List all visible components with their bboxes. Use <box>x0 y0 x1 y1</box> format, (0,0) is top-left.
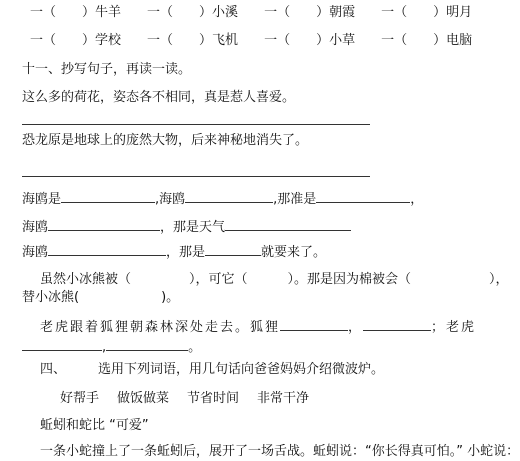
blank-line[interactable] <box>22 338 102 351</box>
blank-2[interactable]: 一（ ） <box>147 5 213 20</box>
section-4-number: 四、 <box>40 362 67 377</box>
blank-line[interactable] <box>61 190 155 203</box>
tiger-d: , <box>102 340 107 355</box>
blank-line[interactable] <box>185 190 273 203</box>
word-bank-item: 好帮手 <box>60 391 100 406</box>
bear-a: 虽然小冰熊被（ <box>40 272 132 287</box>
word-bank-item: 做饭做菜 <box>117 391 170 406</box>
fill1-d: ， <box>410 192 424 207</box>
story-first-line: 一条小蛇撞上了一条蚯蚓后，展开了一场舌战。蚯蚓说：“你长得真可怕。” 小蛇说： <box>40 444 520 459</box>
fill3-b: ，那是 <box>166 245 206 260</box>
blank-8[interactable]: 一（ ） <box>381 33 447 48</box>
bear-line-2 <box>22 290 179 306</box>
word-bank-item: 非常干净 <box>257 391 310 406</box>
blank-line[interactable] <box>363 318 431 331</box>
blank-line[interactable] <box>48 243 166 256</box>
sentence-2: 恐龙原是地球上的庞然大物，后来神秘地消失了。 <box>22 133 309 148</box>
section-4-title <box>40 362 384 378</box>
word-3: 朝霞 <box>329 5 356 20</box>
section-4-text: 选用下列词语，用几句话向爸爸妈妈介绍微波炉。 <box>98 362 385 377</box>
blank-6[interactable]: 一（ ） <box>147 33 213 48</box>
fill-line-2 <box>22 218 351 236</box>
blank-line[interactable] <box>106 338 188 351</box>
blank-line[interactable] <box>225 218 351 231</box>
blank-line[interactable] <box>48 218 160 231</box>
tiger-a: 老虎跟着狐狸朝森林深处走去。狐狸 <box>40 320 281 335</box>
blank-line[interactable] <box>280 318 348 331</box>
bear-e: 替小冰熊( <box>22 290 80 305</box>
bear-b: ），可它（ <box>189 272 248 287</box>
copy-line-1[interactable] <box>22 124 370 125</box>
fill1-b: ,海鸥 <box>155 192 186 207</box>
fill1-c: ,那准是 <box>273 192 317 207</box>
bear-f: )。 <box>161 290 180 305</box>
fill2-a: 海鸥 <box>22 220 49 235</box>
bear-c: ）。那是因为棉被会（ <box>287 272 412 287</box>
copy-line-2[interactable] <box>22 176 370 177</box>
fill-line-3 <box>22 243 326 261</box>
tiger-line-2 <box>22 338 201 356</box>
blank-7[interactable]: 一（ ） <box>264 33 330 48</box>
fill3-c: 就要来了。 <box>261 245 327 260</box>
blank-1[interactable]: 一（ ） <box>30 5 96 20</box>
tiger-b: ， <box>348 320 364 335</box>
bear-d: ）， <box>489 272 509 287</box>
bear-line-1 <box>40 272 509 288</box>
blank-4[interactable]: 一（ ） <box>381 5 447 20</box>
blank-line[interactable] <box>316 190 410 203</box>
word-1: 牛羊 <box>95 5 122 20</box>
section-11-title: 十一、抄写句子，再读一读。 <box>22 62 192 77</box>
word-2: 小溪 <box>212 5 239 20</box>
tiger-c: ；老虎 <box>431 320 477 335</box>
word-8: 电脑 <box>446 33 473 48</box>
tiger-e: 。 <box>188 340 202 355</box>
fill-line-1 <box>22 190 423 208</box>
fill3-a: 海鸥 <box>22 245 49 260</box>
tiger-line-1 <box>40 318 476 336</box>
fill2-b: ，那是天气 <box>160 220 226 235</box>
blank-line[interactable] <box>205 243 261 256</box>
fill1-a: 海鸥是 <box>22 192 62 207</box>
word-7: 小草 <box>329 33 356 48</box>
measure-word-row-2 <box>30 33 472 49</box>
story-title: 蚯蚓和蛇比 “可爱” <box>40 418 149 433</box>
measure-word-row-1 <box>30 5 472 21</box>
word-bank-item: 节省时间 <box>187 391 240 406</box>
word-4: 明月 <box>446 5 473 20</box>
sentence-1: 这么多的荷花，姿态各不相同，真是惹人喜爱。 <box>22 90 296 105</box>
word-bank <box>60 391 309 407</box>
word-6: 飞机 <box>212 33 239 48</box>
word-5: 学校 <box>95 33 122 48</box>
blank-5[interactable]: 一（ ） <box>30 33 96 48</box>
blank-3[interactable]: 一（ ） <box>264 5 330 20</box>
